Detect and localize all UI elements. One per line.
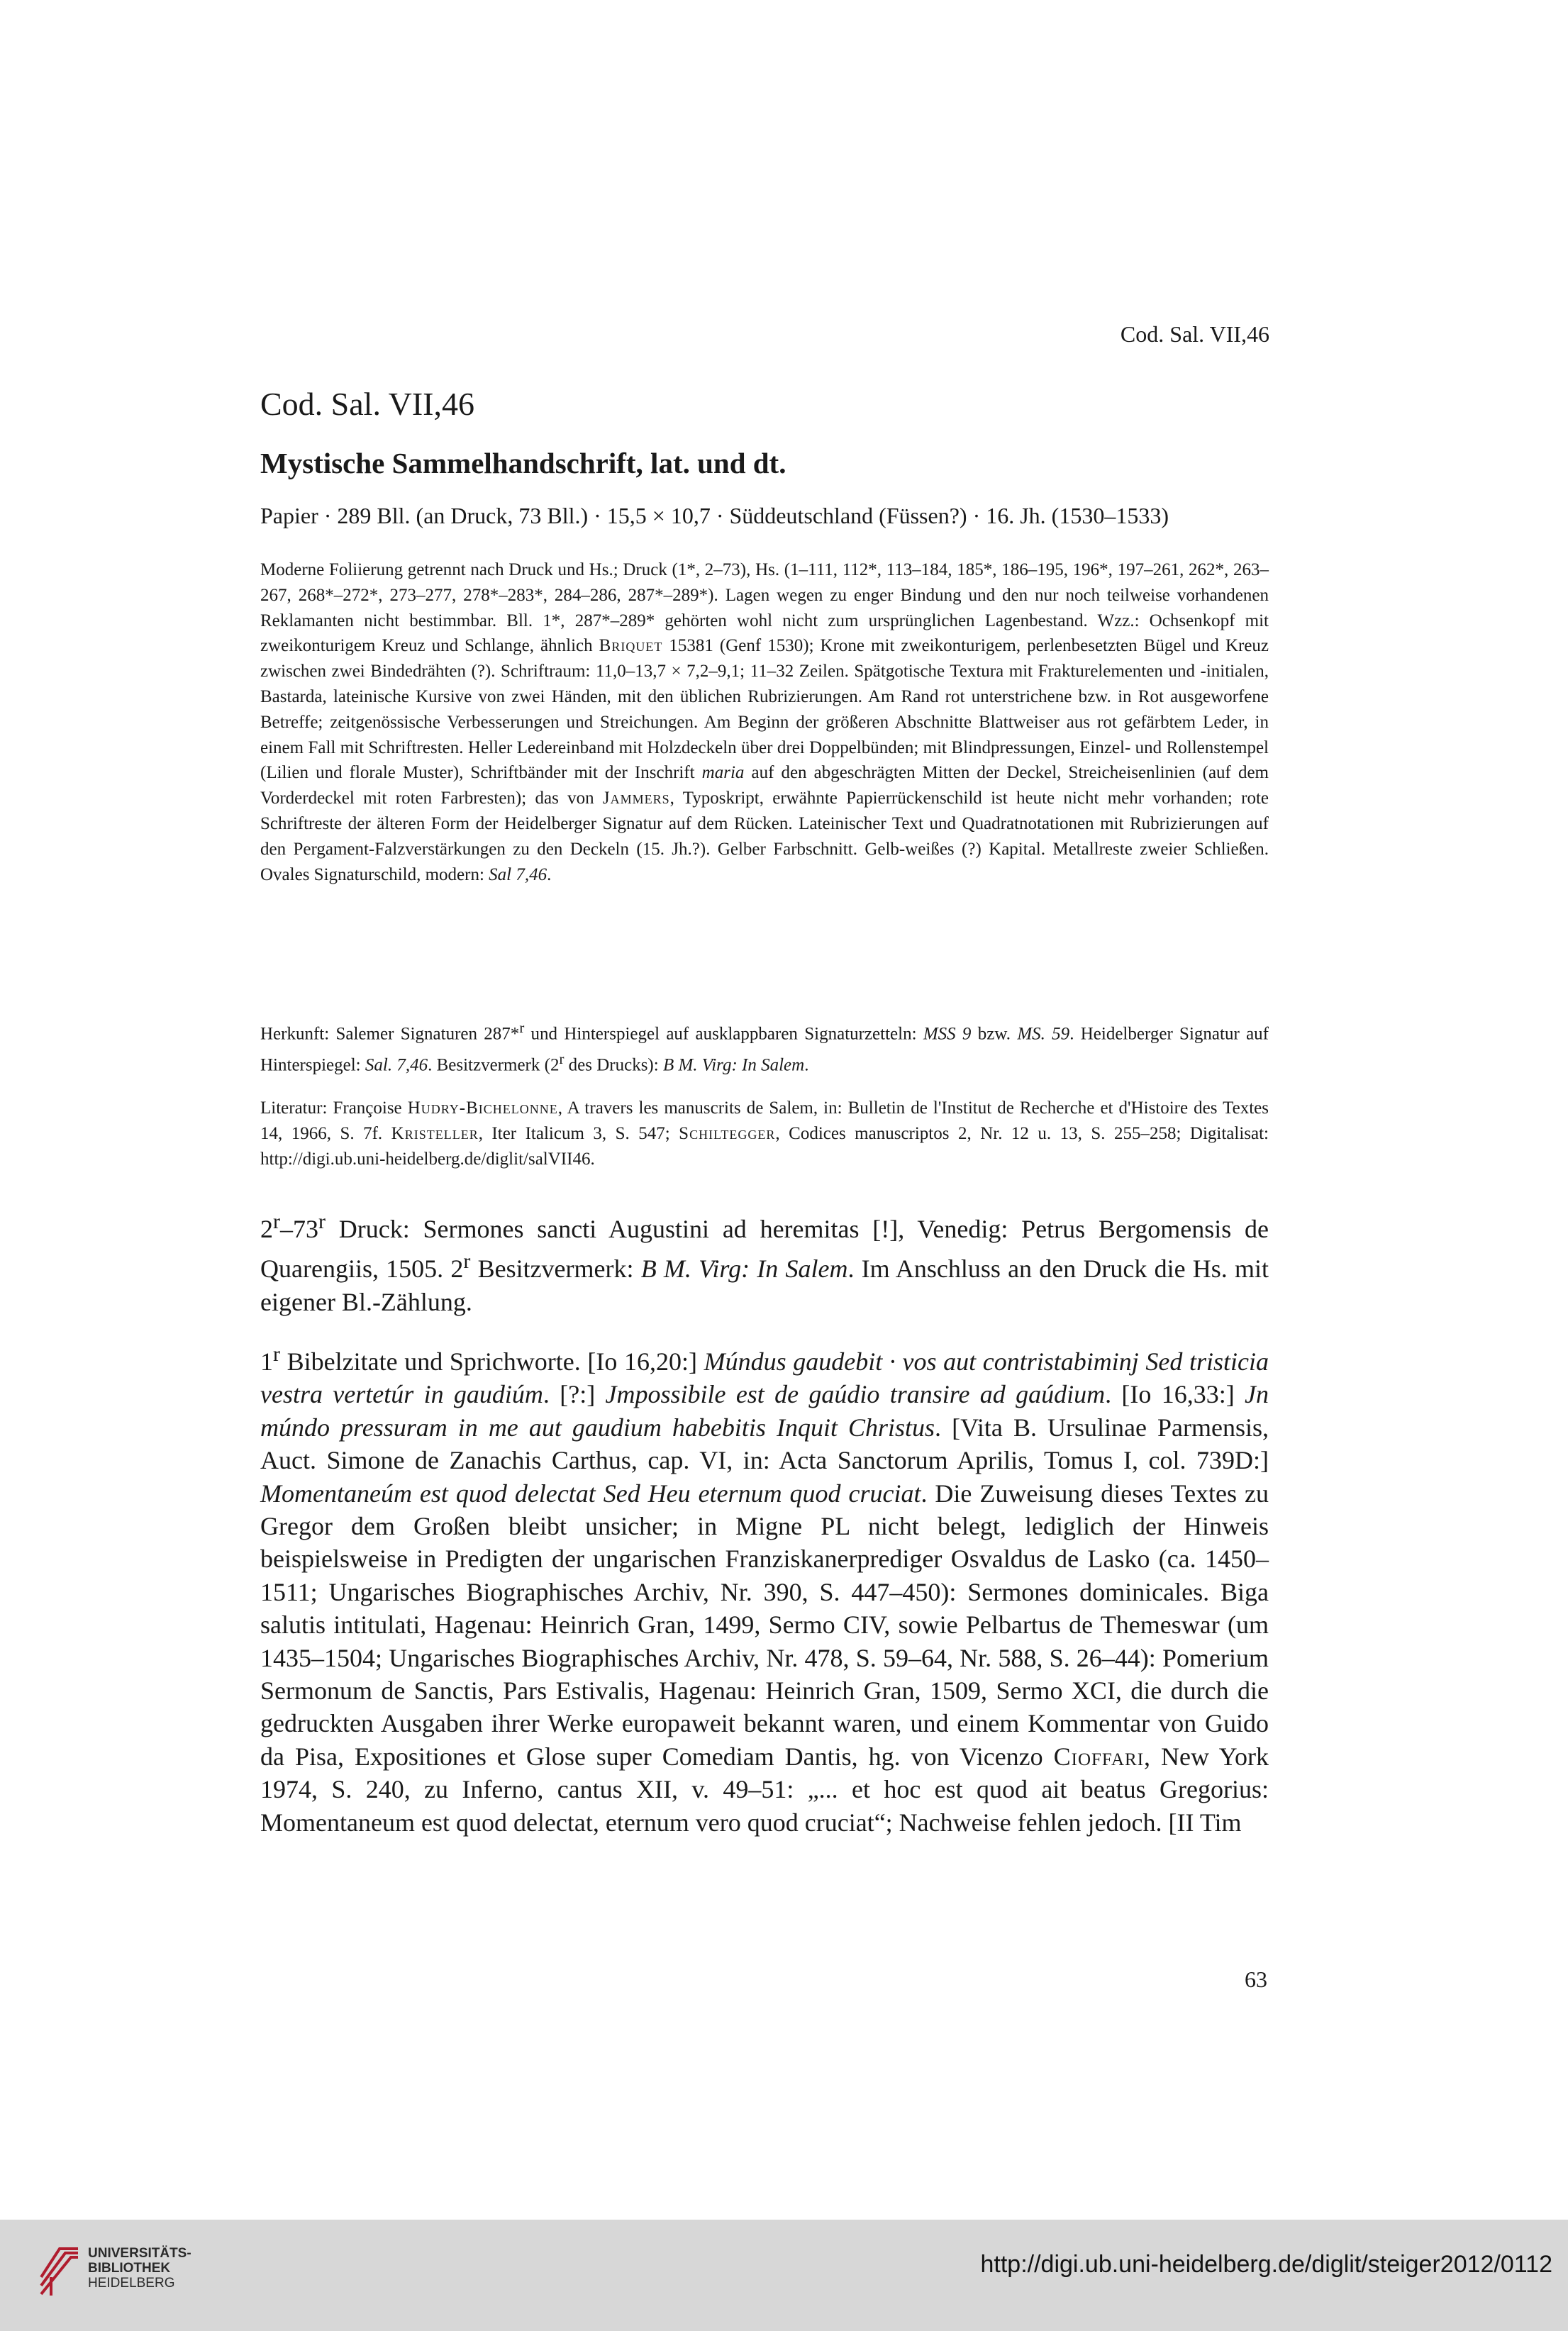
shelfmark-heading: Cod. Sal. VII,46 xyxy=(260,386,474,422)
manuscript-title: Mystische Sammelhandschrift, lat. und dt. xyxy=(260,447,786,479)
literature-paragraph: Literatur: Françoise Hudry-Bichelonne, A travers les manuscrits de Salem, in: Bulletin de l'Institut de Recherche et d'Histoire des Textes 14, 1966, S. 7f. Kristeller, Iter Italicum 3, S. 547; Schiltegger, Codices manuscriptos 2, Nr. 12 u. 13, S. 255–258; Digitalisat: http://digi.ub.uni-heidelberg.de/diglit/salVII46. xyxy=(260,1098,1269,1169)
library-emblem-icon xyxy=(37,2235,81,2298)
author-name: Kristeller xyxy=(391,1123,479,1143)
page-number: 63 xyxy=(1245,1966,1267,1992)
library-logo-text: UNIVERSITÄTS- BIBLIOTHEK HEIDELBERG xyxy=(88,2246,191,2291)
library-logo[interactable] xyxy=(37,2235,191,2298)
printed-part-entry: 2$^r$–73$^r$ Druck: Sermones sancti Augustini ad heremitas [!], Venedig: Petrus Bergomensis de Quarengiis, 1505. 2$^r$ Besitzvermerk: B M. Virg: In Salem. Im Anschluss an den Druck die Hs. mit eigener Bl.-Zählung. xyxy=(260,1210,1269,1316)
codicological-description: Moderne Foliierung getrennt nach Druck und Hs.; Druck (1*, 2–73), Hs. (1–111, 112*, 113–184, 185*, 186–195, 196*, 197–261, 262*, 263–267, 268*–272*, 273–277, 278*–283*, 284–286, 287*–289*). Lagen wegen zu enger Bindung und den nur noch teilweise vorhandenen Reklamanten nicht bestimmbar. Bll. 1*, 287*–289* gehörten wohl nicht zum ursprünglichen Lagenbestand. Wzz.: Ochsenkopf mit zweikonturigem Kreuz und Schlange, ähnlich Briquet 15381 (Genf 1530); Krone mit zweikonturigem, perlenbesetzten Bügel und Kreuz zwischen zwei Bindedrähten (?). Schriftraum: 11,0–13,7 × 7,2–9,1; 11–32 Zeilen. Spätgotische Textura mit Frakturelementen und -initialen, Bastarda, lateinische Kursive von zwei Händen, mit den üblichen Rubrizierungen. Am Rand rot unterstrichene bzw. in Rot ausgeworfene Betreffe; zeitgenössische Verbesserungen und Streichungen. Am Beginn der größeren Abschnitte Blattweiser aus rot gefärbtem Leder, in einem Fall mit Schriftresten. Heller Ledereinband mit Holzdeckeln über drei Doppelbünden; mit Blindpressungen, Einzel- und Rollenstempel (Lilien und florale Muster), Schriftbänder mit der Inschrift maria auf den abgeschrägten Mitten der Deckel, Streicheisenlinien (auf dem Vorderdeckel mit roten Farbresten); das von Jammers, Typoskript, erwähnte Papierrückenschild ist heute nicht mehr vorhanden; rote Schriftreste der älteren Form der Heidelberger Signatur auf dem Rücken. Lateinischer Text und Quadratnotationen mit Rubrizierungen auf den Pergament-Falzverstärkungen zu den Deckeln (15. Jh.?). Gelber Farbschnitt. Gelb-weißes (?) Kapital. Metallreste zweier Schließen. Ovales Signaturschild, modern: Sal 7,46. xyxy=(260,560,1269,884)
source-url-link[interactable]: http://digi.ub.uni-heidelberg.de/diglit/steiger2012/0112 xyxy=(980,2251,1552,2278)
manuscript-content-entry: 1$^r$ Bibelzitate und Sprichworte. [Io 16,20:] Múndus gaudebit · vos aut contristabiminj Sed tristicia vestra vertetúr in gaudiúm. [?:] Jmpossibile est de gaúdio transire ad gaúdium. [Io 16,33:] Jn múndo pressuram in me aut gaudium habebitis Inquit Christus. [Vita B. Ursulinae Parmensis, Auct. Simone de Zanachis Carthus, cap. VI, in: Acta Sanctorum Aprilis, Tomus I, col. 739D:] Momentaneúm est quod delectat Sed Heu eternum quod cruciat. Die Zuweisung dieses Textes zu Gregor dem Großen bleibt unsicher; in Migne PL nicht belegt, lediglich der Hinweis beispielsweise in Predigten der ungarischen Franziskanerprediger Osvaldus de Lasko (ca. 1450–1511; Ungarisches Biographisches Archiv, Nr. 390, S. 447–450): Sermones dominicales. Biga salutis intitulati, Hagenau: Heinrich Gran, 1499, Sermo CIV, sowie Pelbartus de Themeswar (um 1435–1504; Ungarisches Biographisches Archiv, Nr. 478, S. 59–64, Nr. 588, S. 26–44): Pomerium Sermonum de Sanctis, Pars Estivalis, Hagenau: Heinrich Gran, 1509, Sermo XCI, die durch die gedruckten Ausgaben ihrer Werke europaweit bekannt waren, und einem Kommentar von Guido da Pisa, Expositiones et Glose super Comediam Dantis, hg. von Vicenzo Cioffari, New York 1974, S. 240, zu Inferno, cantus XII, v. 49–51: „... et hoc est quod ait beatus Gregorius: Momentaneum est quod delectat, eternum vero quod cruciat“; Nachweise fehlen jedoch. [II Tim xyxy=(260,1342,1269,1837)
author-name: Briquet xyxy=(599,636,663,656)
author-name: Jammers xyxy=(602,789,670,808)
author-name: Schiltegger xyxy=(679,1123,776,1143)
author-name: Cioffari xyxy=(1053,1742,1145,1771)
author-name: Hudry-Bichelonne xyxy=(407,1098,558,1118)
provenance-paragraph: Herkunft: Salemer Signaturen 287*$^r$ und Hinterspiegel auf ausklappbaren Signaturzetteln: MSS 9 bzw. MS. 59. Heidelberger Signatur auf Hinterspiegel: Sal. 7,46. Besitzvermerk (2$^r$ des Drucks): B M. Virg: In Salem. xyxy=(260,1019,1269,1075)
running-header: Cod. Sal. VII,46 xyxy=(1120,321,1269,347)
physical-summary: Papier · 289 Bll. (an Druck, 73 Bll.) · 15,5 × 10,7 · Süddeutschland (Füssen?) · 16. Jh. (1530–1533) xyxy=(260,503,1169,528)
